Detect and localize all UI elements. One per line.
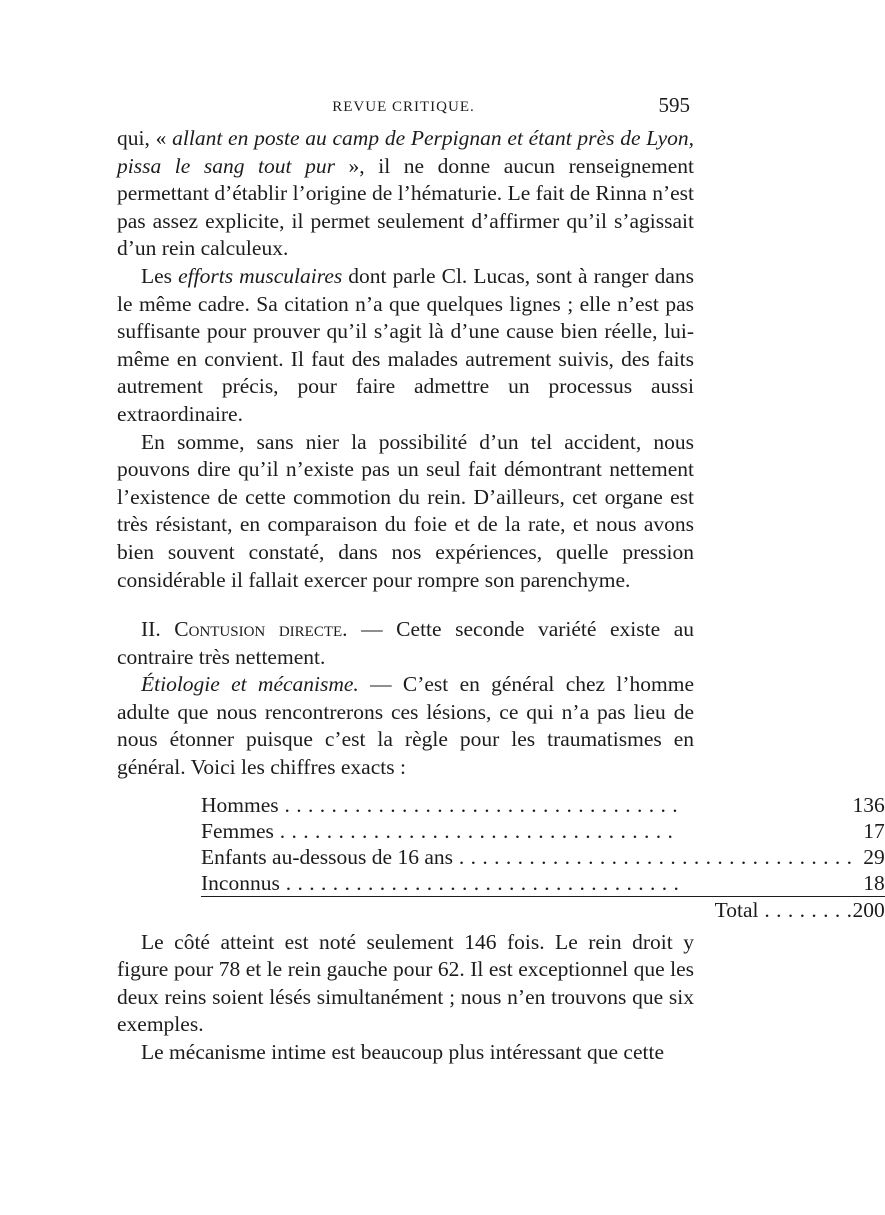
paragraph-mechanism: Le mécanisme intime est beaucoup plus intéressant que cette	[141, 1040, 664, 1065]
quotation-italic: allant en poste au camp de Perpignan et étant près de Lyon, pissa le sang tout pur	[117, 126, 694, 178]
paragraph-etiology	[117, 671, 694, 781]
table-row	[201, 844, 885, 870]
subheading-italic: Étiologie et mécanisme.	[141, 672, 359, 697]
paragraph-text: — C’est en général chez l’homme adulte que nous rencontrerons ces lésions, ce qui n’a pas lieu de nous étonner puisque c’est la règle pour les traumatismes en général. Voici les chiffres exacts :	[117, 672, 694, 780]
body-text	[117, 125, 885, 1067]
emphasis-italic: efforts musculaires	[178, 263, 343, 288]
statistics-table	[201, 792, 885, 923]
section-spacer	[117, 594, 694, 616]
paragraph-efforts	[117, 263, 694, 429]
table-row	[201, 792, 885, 818]
section-heading: Contusion directe.	[174, 617, 348, 642]
total-row	[201, 896, 885, 923]
row-value: 18	[852, 870, 884, 897]
running-title: REVUE CRITIQUE.	[332, 99, 475, 115]
row-label: Hommes . . .	[201, 792, 852, 818]
paragraph-text: », il ne donne aucun renseignement permettant d’établir l’origine de l’hématurie. Le fait de Rinna n’est pas assez explicite, il permet seulement d’affirmer qu’il s’agissait d’un rein calculeux.	[117, 153, 694, 261]
paragraph-hematuria	[117, 125, 694, 263]
table-row	[201, 870, 885, 897]
total-label: Total . . .	[201, 896, 852, 923]
paragraph-text: dont parle Cl. Lucas, sont à ranger dans le même cadre. Sa citation n’a que quelques lignes ; elle n’est pas suffisante pour prouver qu’il s’agit là d’une cause bien réelle, lui-même en convient. Il faut des malades autrement suivis, des faits autrement précis, pour faire admettre un processus aussi extraordinaire.	[117, 263, 694, 426]
row-label: Femmes . . .	[201, 818, 852, 844]
section-numeral: II.	[141, 617, 175, 642]
page-number: 595	[658, 93, 690, 117]
row-label: Enfants au-dessous de 16 ans . . .	[201, 844, 852, 870]
total-value: 200	[852, 897, 885, 922]
row-label: Inconnus . . .	[201, 870, 852, 897]
row-value: 17	[863, 818, 885, 843]
table-row	[201, 818, 885, 844]
section-heading-paragraph	[117, 616, 694, 671]
row-value: 136	[852, 792, 885, 817]
row-value: 29	[863, 844, 885, 869]
page-header	[117, 93, 690, 123]
paragraph-text: qui, «	[117, 126, 173, 150]
paragraph-text: Les	[141, 263, 179, 288]
paragraph-commotion: En somme, sans nier la possibilité d’un tel accident, nous pouvons dire qu’il n’existe pas un seul fait démontrant nettement l’existence de cette commotion du rein. D’ailleurs, cet organe est très résistant, en comparaison du foie et de la rate, et nous avons bien souvent constaté, dans nos expériences, quelle pression considérable il fallait exercer pour rompre son parenchyme.	[117, 429, 694, 592]
paragraph-text: — Cette seconde variété existe au contraire très nettement.	[117, 617, 695, 669]
paragraph-side-affected: Le côté atteint est noté seulement 146 fois. Le rein droit y figure pour 78 et le rein gauche pour 62. Il est exceptionnel que les deux reins soient lésés simultanément ; nous n’en trouvons que six exemples.	[117, 929, 694, 1037]
